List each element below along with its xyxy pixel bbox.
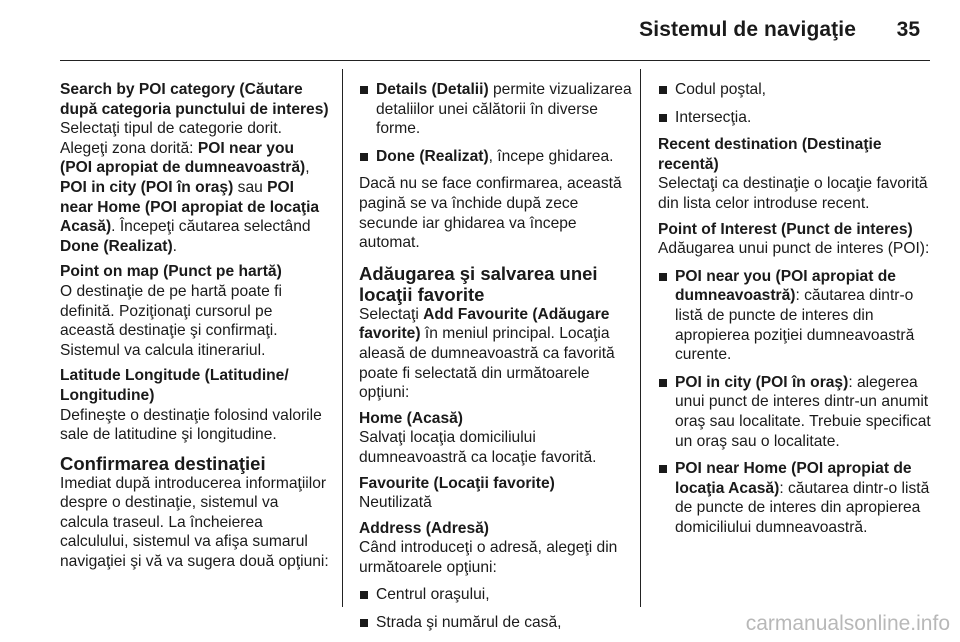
list-item: Intersecţia. bbox=[658, 108, 933, 128]
text: . bbox=[172, 237, 177, 255]
section-text: Defineşte o destinaţie folosind valorile sale de latitudine şi longitudine. bbox=[60, 406, 322, 444]
list-item: Strada şi numărul de casă, bbox=[359, 613, 634, 633]
text: Selectaţi bbox=[359, 305, 424, 323]
text: , bbox=[305, 159, 310, 177]
page-number: 35 bbox=[896, 18, 920, 41]
list-item bbox=[658, 373, 933, 451]
bold-option: POI near Home (POI apropiat de locaţia Acasă) bbox=[60, 178, 320, 236]
section-favourite bbox=[359, 474, 634, 513]
bold-option: POI in city (POI în oraş) bbox=[60, 178, 234, 196]
section-point-on-map bbox=[60, 262, 330, 360]
text: Selectaţi tipul de categorie dorit. Alegeţi zona dorită: bbox=[60, 120, 282, 157]
bold-option: POI near Home (POI apropiat de locaţia Acasă) bbox=[675, 460, 912, 497]
section-text: Adăugarea unui punct de interes (POI): bbox=[658, 240, 930, 258]
list-item bbox=[359, 80, 634, 139]
bold-option: Done (Realizat) bbox=[60, 237, 173, 255]
section-text: Salvaţi locaţia domiciliului dumneavoastră ca locaţie favorită. bbox=[359, 429, 597, 466]
list-item bbox=[359, 147, 634, 167]
bold-option: POI near you (POI apropiat de dumneavoastră) bbox=[60, 139, 306, 177]
section-term: Search by POI category (Căutare după categoria punctului de interes) bbox=[60, 81, 329, 118]
section-term: Favourite (Locaţii favorite) bbox=[359, 474, 555, 492]
section-poi-category bbox=[60, 80, 330, 256]
list-item bbox=[658, 267, 933, 365]
bold-option: POI near you (POI apropiat de dumneavoastră) bbox=[675, 267, 896, 305]
list-item bbox=[658, 459, 933, 537]
text: : căutarea dintr-o listă de puncte de interes din apropierea domiciliului dumneavoastră. bbox=[675, 479, 930, 536]
section-term: Home (Acasă) bbox=[359, 409, 463, 427]
bold-option: Done (Realizat) bbox=[376, 147, 489, 165]
section-home bbox=[359, 409, 634, 468]
list-item: Codul poştal, bbox=[658, 80, 933, 100]
section-term: Address (Adresă) bbox=[359, 519, 489, 537]
section-term: Point on map (Punct pe hartă) bbox=[60, 263, 282, 281]
text: în meniul principal. Locaţia aleasă de dumneavoastră ca favorită poate fi selectată din următoarele opţiuni: bbox=[359, 325, 615, 402]
paragraph: Dacă nu se face confirmarea, această pagină se va închide după zece secunde iar ghidarea va începe automat. bbox=[359, 175, 622, 252]
section-term: Point of Interest (Punct de interes) bbox=[658, 220, 913, 238]
section-recent bbox=[658, 135, 933, 213]
bold-option: Details (Detalii) bbox=[376, 81, 489, 98]
text: sau bbox=[233, 178, 268, 196]
section-term: Recent destination (Destinaţie recentă) bbox=[658, 136, 882, 173]
text: : căutarea dintr-o listă de puncte de interes din apropierea poziţiei dumneavoastră curente. bbox=[675, 287, 915, 364]
bold-option: Add Favourite (Adăugare favorite) bbox=[359, 305, 610, 343]
text: . Începeţi căutarea selectând bbox=[111, 218, 311, 236]
column-3 bbox=[658, 80, 933, 545]
section-text: Selectaţi ca destinaţie o locaţie favorită din lista celor introduse recent. bbox=[658, 175, 928, 212]
page-header bbox=[60, 10, 930, 61]
text: , începe ghidarea. bbox=[488, 147, 614, 165]
section-text: Imediat după introducerea informaţiilor despre o destinaţie, sistemul va calcula traseul. La încheierea calculului, sistemul va afişa sumarul navigaţiei şi vă va sugera două opţiuni: bbox=[60, 474, 329, 571]
section-heading: Adăugarea şi salvarea unei locaţii favorite bbox=[359, 262, 598, 305]
section-heading: Confirmarea destinaţiei bbox=[60, 452, 266, 474]
section-latlon bbox=[60, 366, 330, 444]
section-address bbox=[359, 519, 634, 578]
list-item: Centrul oraşului, bbox=[359, 585, 634, 605]
column-divider bbox=[640, 69, 641, 607]
page-title: Sistemul de navigaţie bbox=[639, 18, 856, 41]
section-term: Latitude Longitude (Latitudine/ Longitudine) bbox=[60, 367, 289, 404]
section-text: Când introduceţi o adresă, alegeţi din următoarele opţiuni: bbox=[359, 539, 618, 576]
section-text: O destinaţie de pe hartă poate fi definită. Poziţionaţi cursorul pe această destinaţie şi confirmaţi. Sistemul va calcula itinerariul. bbox=[60, 282, 282, 359]
text: : alegerea unui punct de interes dintr-un anumit oraş sau localitate. Trebuie specificat un oraş sau o localitate. bbox=[675, 373, 931, 450]
bold-option: POI in city (POI în oraş) bbox=[675, 373, 849, 391]
text: permite vizualizarea detaliilor unei călătorii în diverse forme. bbox=[376, 81, 632, 138]
watermark: carmanualsonline.info bbox=[745, 612, 950, 635]
section-poi bbox=[658, 220, 933, 259]
paragraph bbox=[359, 305, 634, 403]
section-text: Neutilizată bbox=[359, 494, 432, 512]
column-1 bbox=[60, 80, 330, 578]
column-divider bbox=[342, 69, 343, 607]
column-2 bbox=[359, 80, 634, 641]
